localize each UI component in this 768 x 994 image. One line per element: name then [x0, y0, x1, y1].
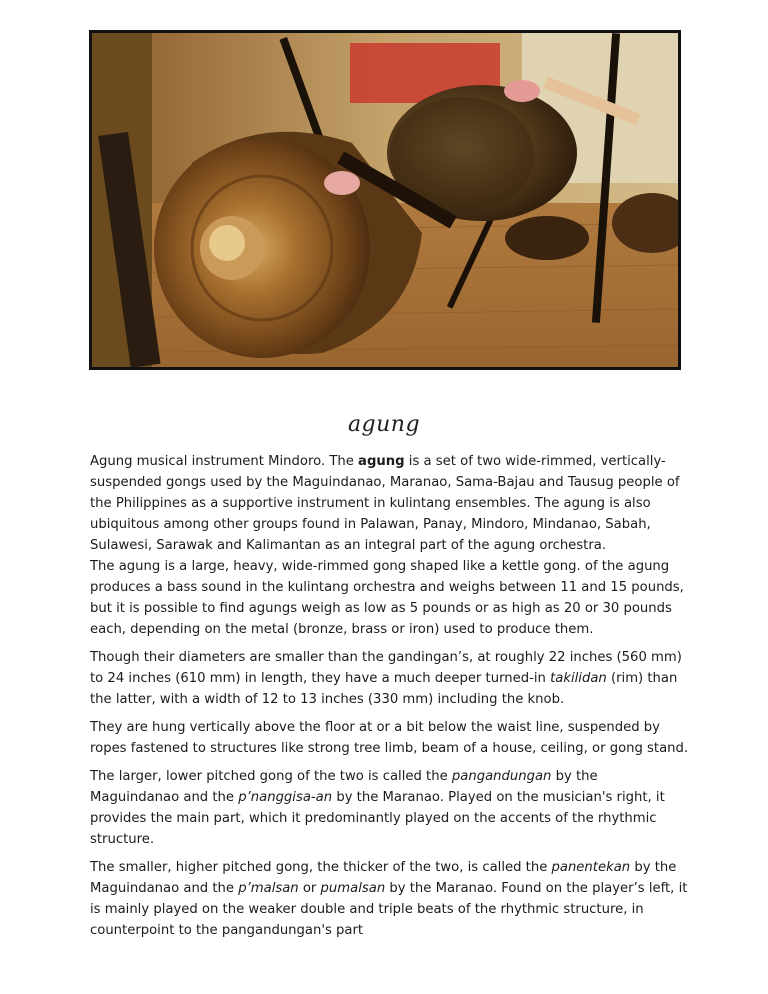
- paragraph-5-text-a: The larger, lower pitched gong of the two is called the: [90, 769, 452, 784]
- paragraph-1: [90, 451, 690, 556]
- paragraph-1-text-c: is a set of two wide-rimmed, vertically-suspended gongs used by the Maguindanao, Maranao, Sama-Bajau and Tausug people of the Philippines as a supportive instrument in kulintang ensembles. The agung is also ubiquitous among other groups found in Palawan, Panay, Mindoro, Mindanao, Sabah, Sulawesi, Sarawak and Kalimantan as an integral part of the agung orchestra.: [90, 454, 680, 553]
- paragraph-5-text-e: by the Maranao. Played on the musician's right, it provides the main part, which it predominantly played on the accents of the rhythmic structure.: [90, 790, 665, 847]
- agung-photo-illustration: [92, 33, 678, 367]
- paragraph-3-text-a: Though their diameters are smaller than the gandingan’s, at roughly 22 inches (560 mm) to 24 inches (610 mm) in length, they have a much deeper turned-in: [90, 650, 682, 686]
- paragraph-6-italic-term-2: p’malsan: [238, 881, 299, 896]
- paragraph-4-text: They are hung vertically above the floor at or a bit below the waist line, suspended by ropes fastened to structures like strong tree limb, beam of a house, ceiling, or gong stand.: [90, 720, 689, 756]
- paragraph-3-text-c: (rim) than the latter, with a width of 12 to 13 inches (330 mm) including the knob.: [90, 671, 678, 707]
- paragraph-6-text-a: The smaller, higher pitched gong, the thicker of the two, is called the: [90, 860, 552, 875]
- paragraph-3-italic-term: takilidan: [550, 671, 607, 686]
- paragraph-5-italic-term-2: p’nanggisa-an: [238, 790, 333, 805]
- paragraph-2: [90, 556, 690, 640]
- paragraph-6-text-c: by the Maguindanao and the: [90, 860, 677, 896]
- paragraph-1-bold-term: agung: [358, 454, 405, 469]
- article-body: [90, 451, 690, 948]
- paragraph-6-italic-term-3: pumalsan: [320, 881, 386, 896]
- paragraph-5-italic-term-1: pangandungan: [451, 769, 552, 784]
- paragraph-6: [90, 857, 690, 941]
- paragraph-2-text: The agung is a large, heavy, wide-rimmed gong shaped like a kettle gong. of the agung produces a bass sound in the kulintang orchestra and weighs between 11 and 15 pounds, but it is possible to find agungs weigh as low as 5 pounds or as high as 20 or 30 pounds each, depending on the metal (bronze, brass or iron) used to produce them.: [90, 559, 684, 637]
- paragraph-6-text-g: by the Maranao. Found on the player’s left, it is mainly played on the weaker double and triple beats of the rhythmic structure, in counterpoint to the pangandungan's part: [90, 881, 688, 938]
- paragraph-1-text-a: Agung musical instrument Mindoro. The: [90, 454, 359, 469]
- paragraph-4: [90, 717, 690, 759]
- paragraph-6-text-e: or: [298, 881, 321, 896]
- paragraph-6-italic-term-1: panentekan: [551, 860, 631, 875]
- page-title: agung: [347, 412, 421, 437]
- paragraph-3: [90, 647, 690, 710]
- agung-photo: [89, 30, 681, 370]
- paragraph-5-text-c: by the Maguindanao and the: [90, 769, 598, 805]
- paragraph-5: [90, 766, 690, 850]
